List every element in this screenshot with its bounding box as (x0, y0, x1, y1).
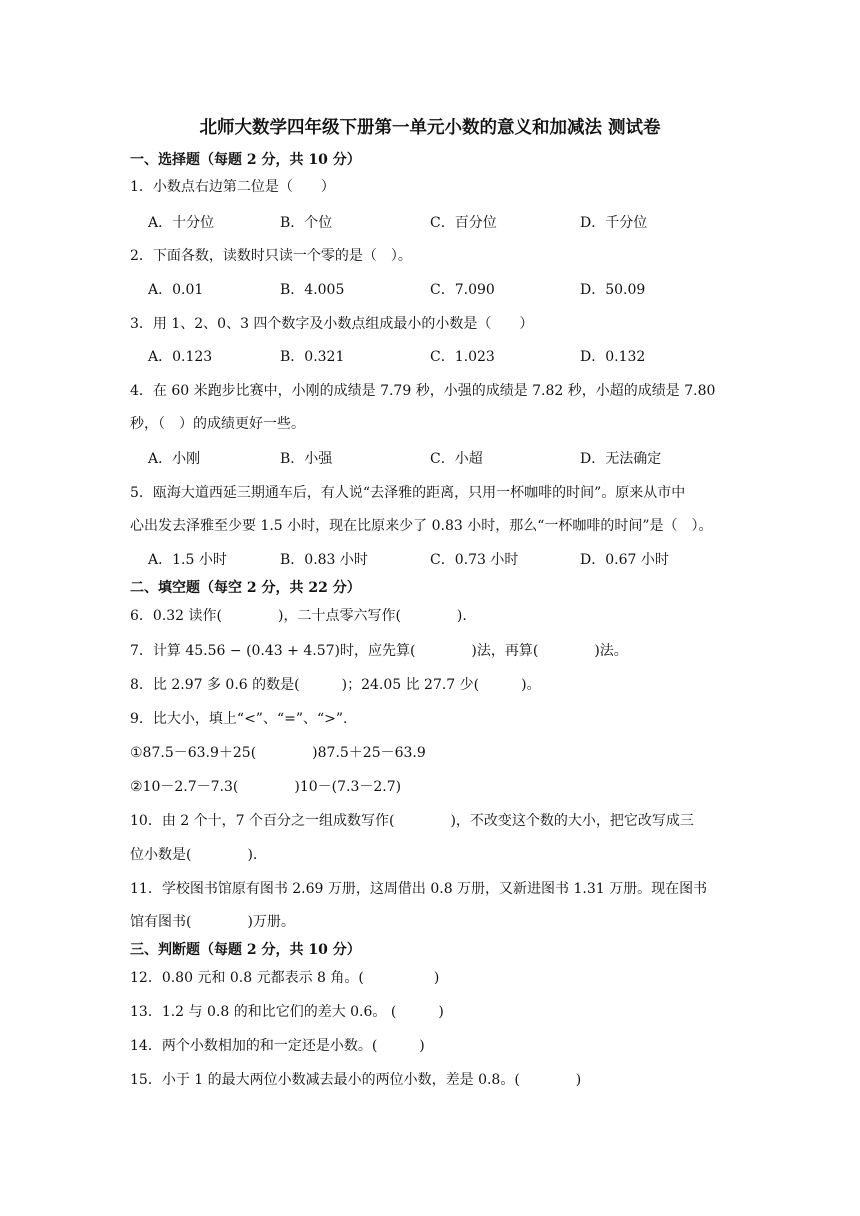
question-4-option-a: A．小刚 (148, 451, 201, 467)
question-3-option-d: D．0.132 (580, 349, 646, 365)
question-6: 6．0.32 读作( )，二十点零六写作( ). (130, 608, 467, 624)
question-4-stem-line-1: 4．在 60 米跑步比赛中，小刚的成绩是 7.79 秒，小强的成绩是 7.82 秒，小超的成绩是 7.80 (130, 383, 716, 399)
question-5-option-c: C．0.73 小时 (430, 552, 519, 568)
question-13: 13．1.2 与 0.8 的和比它们的差大 0.6。 ( ) (130, 1004, 444, 1020)
question-4-option-c: C．小超 (430, 451, 483, 467)
question-5-option-a: A．1.5 小时 (148, 552, 227, 568)
question-5-option-b: B．0.83 小时 (280, 552, 368, 568)
question-9-part-2: ②10－2.7－7.3( )10－(7.3－2.7) (130, 779, 402, 795)
question-10-line-1: 10．由 2 个十，7 个百分之一组成数写作( )，不改变这个数的大小，把它改写成三 (130, 813, 694, 829)
question-14: 14．两个小数相加的和一定还是小数。( ) (130, 1038, 425, 1054)
question-2-option-b: B．4.005 (280, 282, 345, 298)
question-2-option-c: C．7.090 (430, 282, 495, 298)
question-15: 15．小于 1 的最大两位小数减去最小的两位小数，差是 0.8。( ) (130, 1072, 582, 1088)
question-1-option-a: A．十分位 (148, 215, 215, 231)
question-9-stem: 9．比大小，填上“<”、“=”、“>”. (130, 711, 348, 727)
question-1-option-b: B．个位 (280, 215, 333, 231)
question-5-stem-line-1: 5．瓯海大道西延三期通车后，有人说“去泽雅的距离，只用一杯咖啡的时间”。原来从市中 (130, 485, 686, 501)
page-title: 北师大数学四年级下册第一单元小数的意义和加减法 测试卷 (199, 118, 661, 138)
question-7: 7．计算 45.56 − (0.43 + 4.57)时，应先算( )法，再算( )法。 (130, 643, 628, 659)
question-8: 8．比 2.97 多 0.6 的数是( )；24.05 比 27.7 少( )。 (130, 677, 541, 693)
question-9-part-1: ①87.5－63.9＋25( )87.5＋25－63.9 (130, 745, 426, 761)
question-2-option-a: A．0.01 (148, 282, 204, 298)
question-10-line-2: 位小数是( ). (130, 847, 258, 863)
question-12: 12．0.80 元和 0.8 元都表示 8 角。( ) (130, 970, 440, 986)
question-3-option-b: B．0.321 (280, 349, 345, 365)
question-5-option-d: D．0.67 小时 (580, 552, 669, 568)
question-2-option-d: D．50.09 (580, 282, 646, 298)
question-1-option-d: D．千分位 (580, 215, 648, 231)
question-4-option-b: B．小强 (280, 451, 333, 467)
question-11-line-2: 馆有图书( )万册。 (130, 914, 295, 930)
question-4-stem-line-2: 秒，（ ）的成绩更好一些。 (130, 416, 305, 432)
question-11-line-1: 11．学校图书馆原有图书 2.69 万册，这周借出 0.8 万册，又新进图书 1.31 万册。现在图书 (130, 881, 708, 897)
question-1-stem: 1．小数点右边第二位是（ ） (130, 179, 335, 195)
question-5-stem-line-2: 心出发去泽雅至少要 1.5 小时，现在比原来少了 0.83 小时，那么“一杯咖啡的时间”是（ ）。 (130, 518, 713, 534)
question-3-option-a: A．0.123 (148, 349, 213, 365)
question-1-option-c: C．百分位 (430, 215, 497, 231)
section-heading-fill-in: 二、填空题（每空 2 分，共 22 分） (130, 580, 361, 596)
question-3-option-c: C．1.023 (430, 349, 495, 365)
question-3-stem: 3．用 1、2、0、3 四个数字及小数点组成最小的小数是（ ） (130, 316, 534, 332)
section-heading-true-false: 三、判断题（每题 2 分，共 10 分） (130, 942, 361, 958)
question-2-stem: 2．下面各数，读数时只读一个零的是（ ）。 (130, 248, 412, 264)
question-4-option-d: D．无法确定 (580, 451, 662, 467)
section-heading-choice: 一、选择题（每题 2 分，共 10 分） (130, 152, 361, 168)
